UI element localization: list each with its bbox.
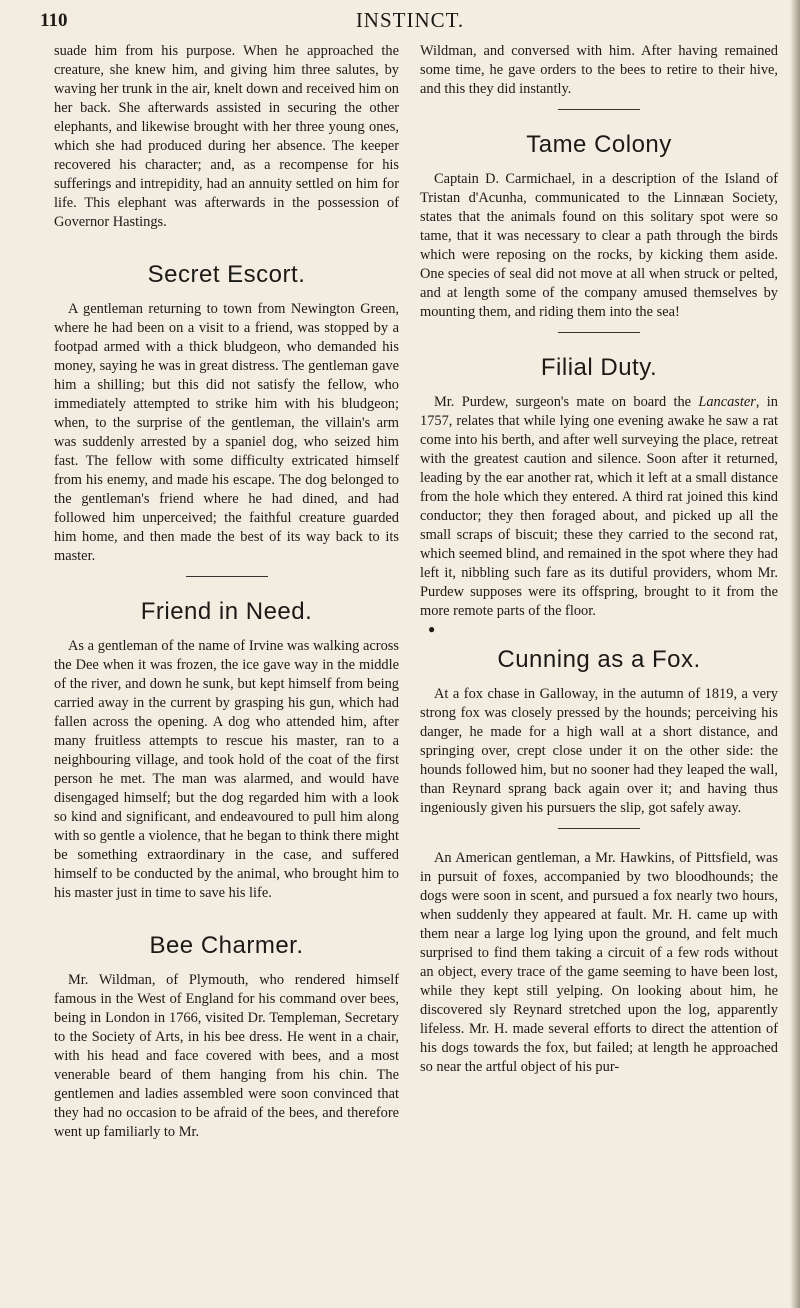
bullet-mark: ● xyxy=(428,622,436,636)
running-head xyxy=(40,8,780,38)
section-title-bee-charmer: Bee Charmer. xyxy=(149,932,304,959)
section-title-friend-in-need: Friend in Need. xyxy=(140,598,313,625)
right-column xyxy=(420,42,778,1077)
page-number: 110 xyxy=(40,10,68,31)
section-text-filial-duty xyxy=(420,393,778,621)
filial-duty-text-start: Mr. Purdew, surgeon's mate on board the xyxy=(434,394,699,410)
bee-charmer-continuation: Wildman, and conversed with him. After having remained some time, he gave orders to the bees to retire to their hive, and this they did instantly. xyxy=(420,43,778,97)
section-text-cunning-fox-2: An American gentleman, a Mr. Hawkins, of Pittsfield, was in pursuit of foxes, accompanied by two bloodhounds; the dogs were soon in scent, and pursued a fox nearly two hours, when suddenly they appeared at fault. Mr. H. came up with them near a large log lying upon the ground, and felt much surprised to find them taking a circuit of a few rods without an object, every trace of the game seeming to have been lost, while they kept still yelping. On looking about him, he discovered sly Reynard stretched upon the log, apparently lifeless. Mr. H. made several efforts to direct the attention of his dogs towards the fox, but failed; at length he approached so near the artful object of his pur- xyxy=(420,850,778,1075)
section-title-filial-duty: Filial Duty. xyxy=(540,354,658,381)
elephant-story-continuation: suade him from his purpose. When he approached the creature, she knew him, and giving him three salutes, by waving her trunk in the air, knelt down and received him on her back. She afterwards assisted in securing the other elephants, and likewise brought with her three young ones, which she had produced during her absence. The keeper recovered his character; and, as a recompense for his sufferings and intrepidity, had an annuity settled on him for life. This elephant was afterwards in the possession of Governor Hastings. xyxy=(54,43,399,230)
section-text-secret-escort: A gentleman returning to town from Newington Green, where he had been on a visit to a friend, was stopped by a footpad armed with a thick bludgeon, who demanded his money, saying he was in great distress. The gentleman gave him a shilling; but this did not satisfy the fellow, who immediately attempted to strike him with his bludgeon; when, to the surprise of the gentleman, the villain's arm was suddenly arrested by a spaniel dog, who seized him fast. The fellow with some difficulty extricated himself from his enemy, and made his escape. The dog belonged to the gentleman's friend where he had dined, and had followed him unperceived; the faithful creature guarded him home, and then made the best of its way back to its master. xyxy=(54,301,399,564)
running-title: INSTINCT. xyxy=(355,8,465,32)
filial-duty-text-end: , in 1757, relates that while lying one evening awake he saw a rat come into his berth, and after well surveying the place, retreat with the greatest caution and silence. Soon after it returned, leading by the ear another rat, which it left at a small distance from the hole which they entered. A third rat joined this kind conductor; they then foraged about, and picked up all the small scraps of biscuit; these they carried to the second rat, which seemed blind, and remained in the spot where they had left it, nibbling such fare as its dutiful providers, whom Mr. Purdew supposes were its offspring, brought to it from the more remote parts of the floor. xyxy=(420,394,778,619)
left-column xyxy=(54,42,399,1142)
ship-name: Lancaster xyxy=(698,394,756,410)
section-title-secret-escort: Secret Escort. xyxy=(147,261,306,288)
section-title-tame-colony: Tame Colony xyxy=(526,131,672,158)
section-text-bee-charmer: Mr. Wildman, of Plymouth, who rendered himself famous in the West of England for his command over bees, being in London in 1766, visited Dr. Templeman, Secretary to the Society of Arts, in his bee dress. He went in a chair, with his head and face covered with bees, and a most venerable beard of them hanging from his chin. The gentlemen and ladies assembled were soon convinced that they had no occasion to be afraid of the bees, and therefore went up familiarly to Mr. xyxy=(54,972,399,1140)
section-text-friend-in-need: As a gentleman of the name of Irvine was walking across the Dee when it was frozen, the ice gave way in the middle of the river, and down he sunk, but kept himself from being carried away in the current by grasping his gun, which had fallen across the opening. A dog who attended him, after many fruitless attempts to rescue his master, ran to a neighbouring village, and took hold of the coat of the first person he met. The man was alarmed, and would have disengaged himself; but the dog regarded him with a look so kind and significant, and endeavoured to pull him along with so gentle a violence, that he began to think there might be something extraordinary in the case, and suffered himself to be conducted by the animal, who brought him to his master just in time to save his life. xyxy=(54,638,399,901)
page-edge-shadow xyxy=(790,0,800,1308)
section-text-tame-colony: Captain D. Carmichael, in a description of the Island of Tristan d'Acunha, communicated to the Linnæan Society, states that the animals found on this solitary spot were so tame, that it was necessary to clear a path through the birds which were reposing on the rocks, by kicking them aside. One species of seal did not move at all when struck or pelted, and at length some of the company amused themselves by mounting them, and riding them into the sea! xyxy=(420,171,778,320)
section-title-cunning-fox: Cunning as a Fox. xyxy=(497,646,701,673)
section-text-cunning-fox: At a fox chase in Galloway, in the autumn of 1819, a very strong fox was closely pressed by the hounds; perceiving his danger, he made for a high wall at a short distance, and springing over, crept close under it on the other side: the hounds followed him, but no sooner had they leaped the wall, than Reynard sprang back again over it; and having thus ingeniously given his pursuers the slip, got safely away. xyxy=(420,686,778,816)
